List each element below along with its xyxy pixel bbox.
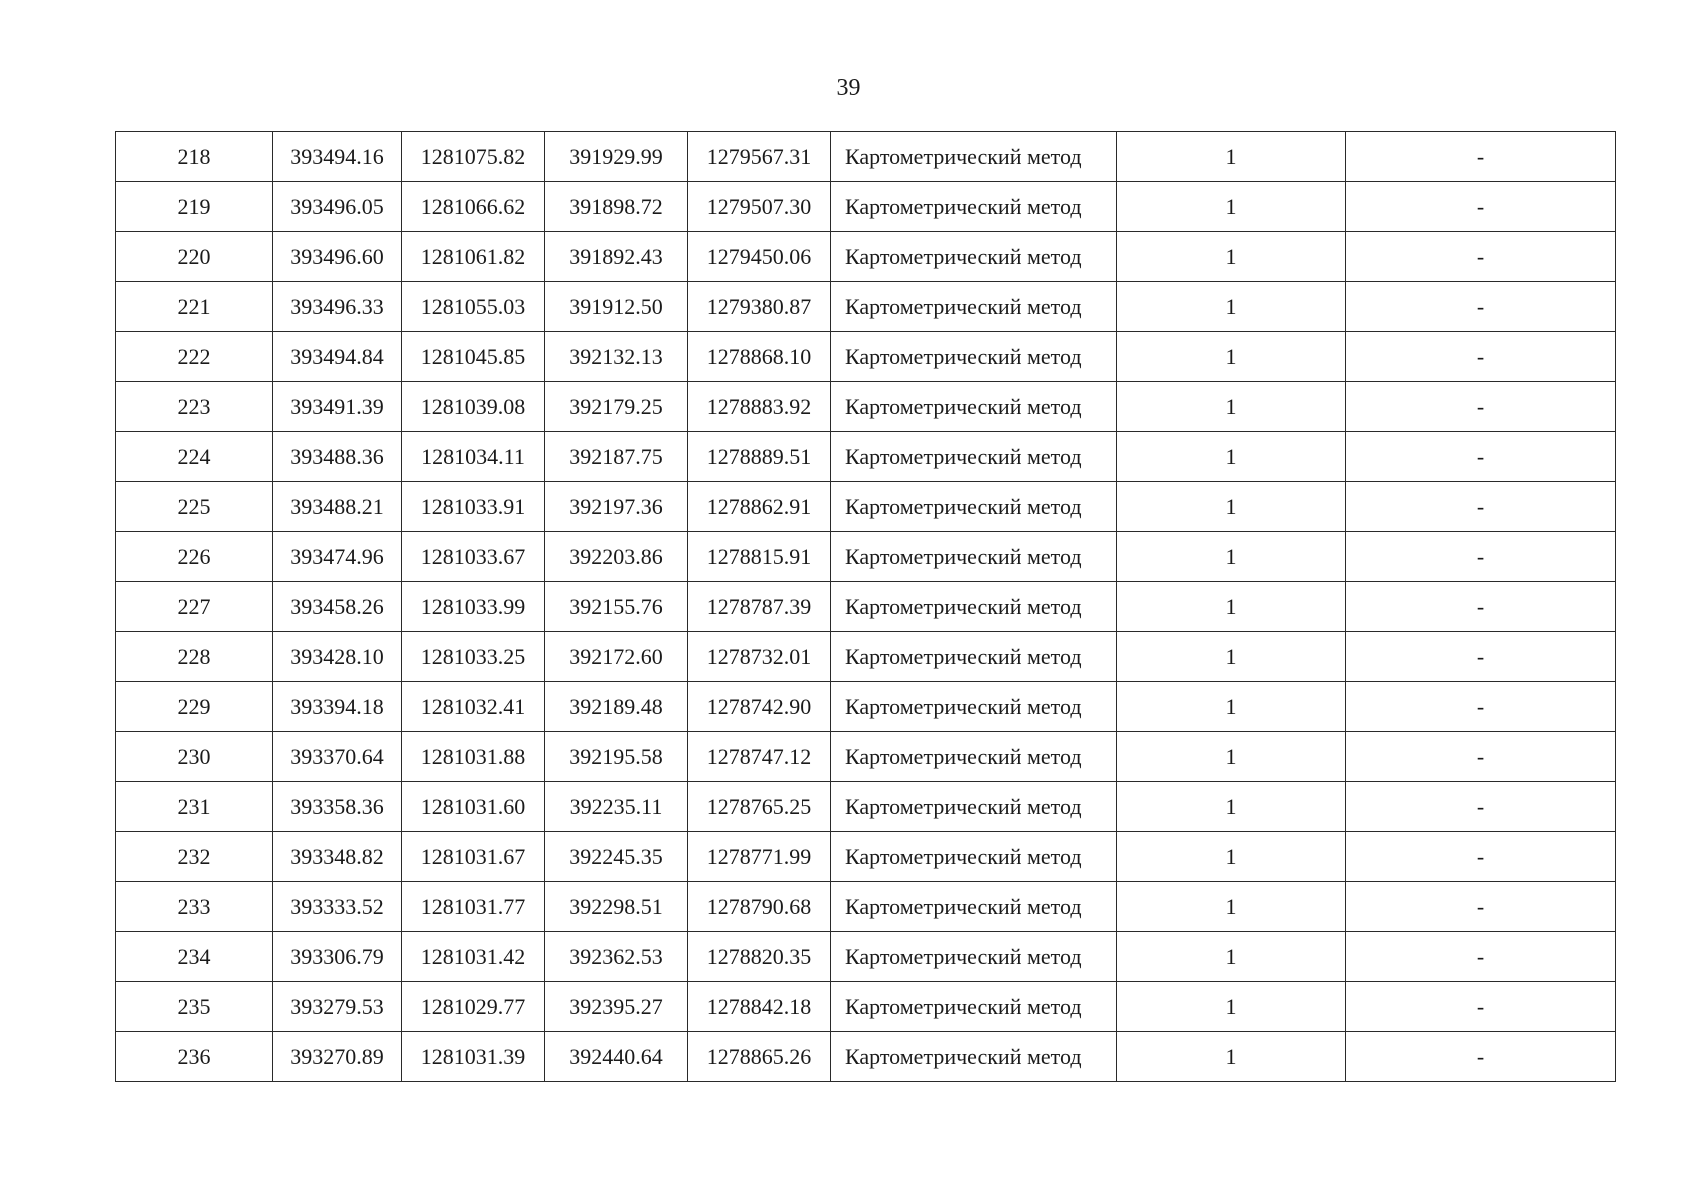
description-cell: - bbox=[1346, 332, 1616, 382]
y-old-cell: 1281034.11 bbox=[402, 432, 545, 482]
table-row bbox=[116, 832, 1616, 882]
accuracy-cell: 1 bbox=[1117, 832, 1346, 882]
accuracy-cell: 1 bbox=[1117, 282, 1346, 332]
method-cell: Картометрический метод bbox=[831, 732, 1117, 782]
description-cell: - bbox=[1346, 882, 1616, 932]
point-number-cell: 228 bbox=[116, 632, 273, 682]
table-row bbox=[116, 582, 1616, 632]
x-new-cell: 392203.86 bbox=[545, 532, 688, 582]
accuracy-cell: 1 bbox=[1117, 982, 1346, 1032]
method-cell: Картометрический метод bbox=[831, 282, 1117, 332]
y-new-cell: 1278732.01 bbox=[688, 632, 831, 682]
x-new-cell: 391929.99 bbox=[545, 132, 688, 182]
y-old-cell: 1281033.67 bbox=[402, 532, 545, 582]
point-number-cell: 224 bbox=[116, 432, 273, 482]
point-number-cell: 230 bbox=[116, 732, 273, 782]
y-new-cell: 1278815.91 bbox=[688, 532, 831, 582]
x-old-cell: 393306.79 bbox=[273, 932, 402, 982]
x-old-cell: 393358.36 bbox=[273, 782, 402, 832]
x-new-cell: 392197.36 bbox=[545, 482, 688, 532]
description-cell: - bbox=[1346, 532, 1616, 582]
point-number-cell: 226 bbox=[116, 532, 273, 582]
table-row bbox=[116, 532, 1616, 582]
y-old-cell: 1281033.99 bbox=[402, 582, 545, 632]
description-cell: - bbox=[1346, 632, 1616, 682]
y-old-cell: 1281033.91 bbox=[402, 482, 545, 532]
table-row bbox=[116, 182, 1616, 232]
accuracy-cell: 1 bbox=[1117, 582, 1346, 632]
x-new-cell: 391898.72 bbox=[545, 182, 688, 232]
description-cell: - bbox=[1346, 482, 1616, 532]
point-number-cell: 222 bbox=[116, 332, 273, 382]
table-row bbox=[116, 232, 1616, 282]
description-cell: - bbox=[1346, 832, 1616, 882]
description-cell: - bbox=[1346, 982, 1616, 1032]
y-new-cell: 1278771.99 bbox=[688, 832, 831, 882]
x-old-cell: 393488.21 bbox=[273, 482, 402, 532]
x-new-cell: 391912.50 bbox=[545, 282, 688, 332]
y-old-cell: 1281061.82 bbox=[402, 232, 545, 282]
point-number-cell: 232 bbox=[116, 832, 273, 882]
method-cell: Картометрический метод bbox=[831, 832, 1117, 882]
description-cell: - bbox=[1346, 282, 1616, 332]
x-new-cell: 392189.48 bbox=[545, 682, 688, 732]
table-row bbox=[116, 632, 1616, 682]
x-old-cell: 393491.39 bbox=[273, 382, 402, 432]
accuracy-cell: 1 bbox=[1117, 882, 1346, 932]
x-new-cell: 392172.60 bbox=[545, 632, 688, 682]
point-number-cell: 235 bbox=[116, 982, 273, 1032]
point-number-cell: 231 bbox=[116, 782, 273, 832]
table-row bbox=[116, 282, 1616, 332]
y-new-cell: 1278820.35 bbox=[688, 932, 831, 982]
y-old-cell: 1281032.41 bbox=[402, 682, 545, 732]
table-row bbox=[116, 782, 1616, 832]
x-new-cell: 392179.25 bbox=[545, 382, 688, 432]
accuracy-cell: 1 bbox=[1117, 332, 1346, 382]
description-cell: - bbox=[1346, 232, 1616, 282]
description-cell: - bbox=[1346, 932, 1616, 982]
method-cell: Картометрический метод bbox=[831, 1032, 1117, 1082]
x-old-cell: 393279.53 bbox=[273, 982, 402, 1032]
accuracy-cell: 1 bbox=[1117, 1032, 1346, 1082]
x-old-cell: 393496.60 bbox=[273, 232, 402, 282]
x-old-cell: 393496.33 bbox=[273, 282, 402, 332]
coordinates-table bbox=[115, 131, 1616, 1082]
accuracy-cell: 1 bbox=[1117, 532, 1346, 582]
table-row bbox=[116, 332, 1616, 382]
accuracy-cell: 1 bbox=[1117, 432, 1346, 482]
point-number-cell: 227 bbox=[116, 582, 273, 632]
y-old-cell: 1281075.82 bbox=[402, 132, 545, 182]
y-new-cell: 1278790.68 bbox=[688, 882, 831, 932]
method-cell: Картометрический метод bbox=[831, 382, 1117, 432]
y-old-cell: 1281033.25 bbox=[402, 632, 545, 682]
y-new-cell: 1279567.31 bbox=[688, 132, 831, 182]
accuracy-cell: 1 bbox=[1117, 382, 1346, 432]
y-new-cell: 1278765.25 bbox=[688, 782, 831, 832]
y-new-cell: 1278883.92 bbox=[688, 382, 831, 432]
table-body bbox=[116, 132, 1616, 1082]
x-old-cell: 393348.82 bbox=[273, 832, 402, 882]
table-row bbox=[116, 132, 1616, 182]
table-row bbox=[116, 382, 1616, 432]
y-old-cell: 1281055.03 bbox=[402, 282, 545, 332]
accuracy-cell: 1 bbox=[1117, 932, 1346, 982]
x-new-cell: 392187.75 bbox=[545, 432, 688, 482]
y-old-cell: 1281029.77 bbox=[402, 982, 545, 1032]
method-cell: Картометрический метод bbox=[831, 982, 1117, 1032]
y-old-cell: 1281031.67 bbox=[402, 832, 545, 882]
description-cell: - bbox=[1346, 782, 1616, 832]
table-row bbox=[116, 982, 1616, 1032]
method-cell: Картометрический метод bbox=[831, 632, 1117, 682]
x-old-cell: 393474.96 bbox=[273, 532, 402, 582]
y-new-cell: 1279507.30 bbox=[688, 182, 831, 232]
x-new-cell: 392195.58 bbox=[545, 732, 688, 782]
y-new-cell: 1279380.87 bbox=[688, 282, 831, 332]
point-number-cell: 223 bbox=[116, 382, 273, 432]
x-new-cell: 392235.11 bbox=[545, 782, 688, 832]
y-old-cell: 1281045.85 bbox=[402, 332, 545, 382]
y-old-cell: 1281039.08 bbox=[402, 382, 545, 432]
table-row bbox=[116, 1032, 1616, 1082]
table-row bbox=[116, 682, 1616, 732]
y-new-cell: 1279450.06 bbox=[688, 232, 831, 282]
y-new-cell: 1278742.90 bbox=[688, 682, 831, 732]
y-new-cell: 1278865.26 bbox=[688, 1032, 831, 1082]
accuracy-cell: 1 bbox=[1117, 682, 1346, 732]
point-number-cell: 229 bbox=[116, 682, 273, 732]
x-old-cell: 393458.26 bbox=[273, 582, 402, 632]
x-old-cell: 393370.64 bbox=[273, 732, 402, 782]
method-cell: Картометрический метод bbox=[831, 332, 1117, 382]
accuracy-cell: 1 bbox=[1117, 232, 1346, 282]
y-old-cell: 1281031.42 bbox=[402, 932, 545, 982]
table-row bbox=[116, 932, 1616, 982]
description-cell: - bbox=[1346, 682, 1616, 732]
point-number-cell: 220 bbox=[116, 232, 273, 282]
x-old-cell: 393333.52 bbox=[273, 882, 402, 932]
x-new-cell: 391892.43 bbox=[545, 232, 688, 282]
x-new-cell: 392298.51 bbox=[545, 882, 688, 932]
description-cell: - bbox=[1346, 382, 1616, 432]
table-row bbox=[116, 482, 1616, 532]
point-number-cell: 233 bbox=[116, 882, 273, 932]
point-number-cell: 221 bbox=[116, 282, 273, 332]
point-number-cell: 236 bbox=[116, 1032, 273, 1082]
y-old-cell: 1281031.60 bbox=[402, 782, 545, 832]
method-cell: Картометрический метод bbox=[831, 782, 1117, 832]
y-old-cell: 1281031.39 bbox=[402, 1032, 545, 1082]
y-new-cell: 1278868.10 bbox=[688, 332, 831, 382]
method-cell: Картометрический метод bbox=[831, 582, 1117, 632]
accuracy-cell: 1 bbox=[1117, 732, 1346, 782]
description-cell: - bbox=[1346, 1032, 1616, 1082]
point-number-cell: 219 bbox=[116, 182, 273, 232]
x-new-cell: 392245.35 bbox=[545, 832, 688, 882]
method-cell: Картометрический метод bbox=[831, 932, 1117, 982]
x-new-cell: 392440.64 bbox=[545, 1032, 688, 1082]
y-new-cell: 1278747.12 bbox=[688, 732, 831, 782]
x-old-cell: 393270.89 bbox=[273, 1032, 402, 1082]
x-old-cell: 393394.18 bbox=[273, 682, 402, 732]
x-old-cell: 393428.10 bbox=[273, 632, 402, 682]
accuracy-cell: 1 bbox=[1117, 632, 1346, 682]
method-cell: Картометрический метод bbox=[831, 432, 1117, 482]
method-cell: Картометрический метод bbox=[831, 532, 1117, 582]
y-old-cell: 1281031.77 bbox=[402, 882, 545, 932]
table-row bbox=[116, 732, 1616, 782]
accuracy-cell: 1 bbox=[1117, 182, 1346, 232]
description-cell: - bbox=[1346, 132, 1616, 182]
y-old-cell: 1281066.62 bbox=[402, 182, 545, 232]
page-number: 39 bbox=[836, 75, 861, 101]
method-cell: Картометрический метод bbox=[831, 132, 1117, 182]
y-old-cell: 1281031.88 bbox=[402, 732, 545, 782]
y-new-cell: 1278889.51 bbox=[688, 432, 831, 482]
table-row bbox=[116, 432, 1616, 482]
x-old-cell: 393494.16 bbox=[273, 132, 402, 182]
x-old-cell: 393488.36 bbox=[273, 432, 402, 482]
x-new-cell: 392155.76 bbox=[545, 582, 688, 632]
description-cell: - bbox=[1346, 432, 1616, 482]
point-number-cell: 218 bbox=[116, 132, 273, 182]
method-cell: Картометрический метод bbox=[831, 682, 1117, 732]
method-cell: Картометрический метод bbox=[831, 232, 1117, 282]
method-cell: Картометрический метод bbox=[831, 482, 1117, 532]
table-row bbox=[116, 882, 1616, 932]
point-number-cell: 225 bbox=[116, 482, 273, 532]
method-cell: Картометрический метод bbox=[831, 182, 1117, 232]
y-new-cell: 1278842.18 bbox=[688, 982, 831, 1032]
description-cell: - bbox=[1346, 582, 1616, 632]
y-new-cell: 1278787.39 bbox=[688, 582, 831, 632]
y-new-cell: 1278862.91 bbox=[688, 482, 831, 532]
description-cell: - bbox=[1346, 182, 1616, 232]
x-old-cell: 393496.05 bbox=[273, 182, 402, 232]
accuracy-cell: 1 bbox=[1117, 132, 1346, 182]
accuracy-cell: 1 bbox=[1117, 482, 1346, 532]
x-new-cell: 392362.53 bbox=[545, 932, 688, 982]
x-old-cell: 393494.84 bbox=[273, 332, 402, 382]
accuracy-cell: 1 bbox=[1117, 782, 1346, 832]
description-cell: - bbox=[1346, 732, 1616, 782]
method-cell: Картометрический метод bbox=[831, 882, 1117, 932]
x-new-cell: 392132.13 bbox=[545, 332, 688, 382]
x-new-cell: 392395.27 bbox=[545, 982, 688, 1032]
point-number-cell: 234 bbox=[116, 932, 273, 982]
